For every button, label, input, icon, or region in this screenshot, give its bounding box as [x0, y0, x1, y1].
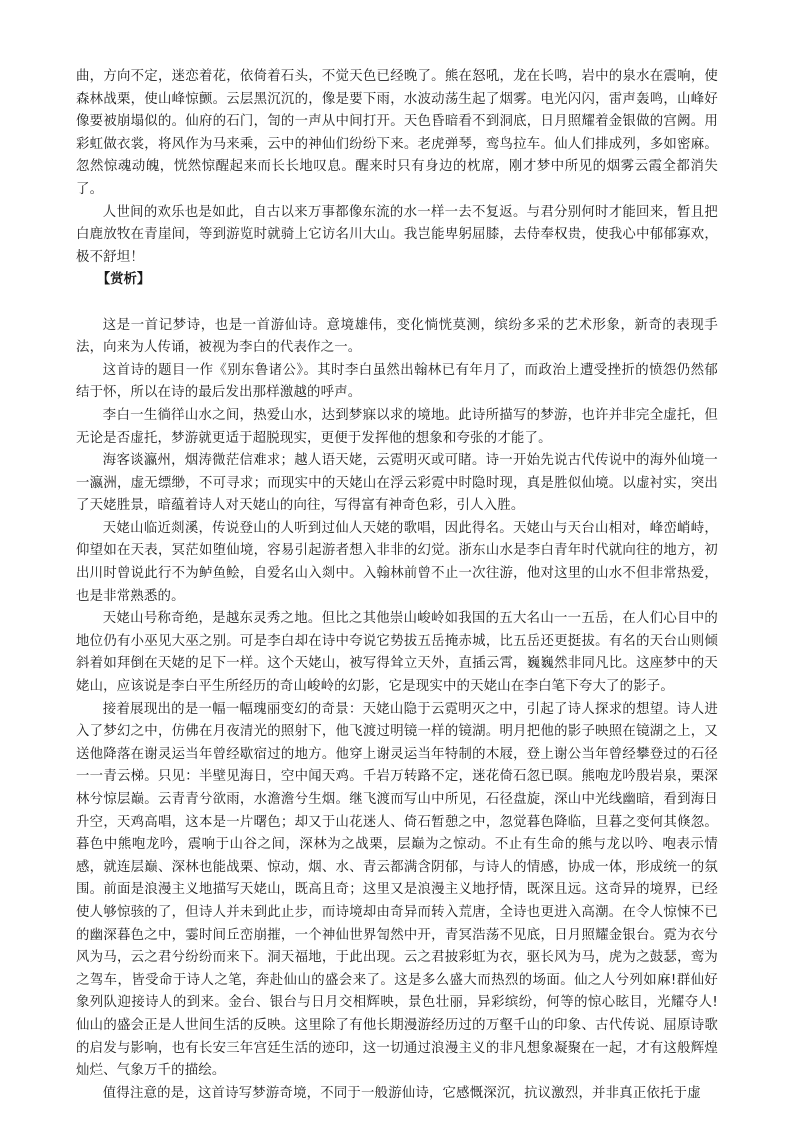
- text-paragraph: 海客谈瀛州，烟涛微茫信难求；越人语天姥，云霓明灭或可睹。诗一开始先说古代传说中的海外仙境一一瀛洲，虚无缥缈，不可寻求；而现实中的天姥山在浮云彩霓中时隐时现，真是胜似仙境。以虚衬实，突出了天姥胜景，暗蕴着诗人对天姥山的向往，写得富有神奇色彩，引人入胜。: [76, 453, 718, 514]
- text-paragraph: 天姥山号称奇绝，是越东灵秀之地。但比之其他崇山峻岭如我国的五大名山一一五岳，在人们心目中的地位仍有小巫见大巫之别。可是李白却在诗中夸说它势拔五岳掩赤城，比五岳还更挺拔。有名的天台山则倾斜着如拜倒在天姥的足下一样。这个天姥山，被写得耸立天外，直插云霄，巍巍然非同凡比。这座梦中的天姥山，应该说是李白平生所经历的奇山峻岭的幻影，它是现实中的天姥山在李白笔下夸大了的影子。: [76, 611, 718, 695]
- section-heading: 【赏析】: [96, 272, 151, 288]
- text-paragraph: 天姥山临近剡溪，传说登山的人听到过仙人天姥的歌唱，因此得名。天姥山与天台山相对，峰峦峭峙，仰望如在天表，冥茫如堕仙境，容易引起游者想入非非的幻觉。浙东山水是李白青年时代就向往的地方，初出川时曾说此行不为鲈鱼鲙，自爱名山入剡中。入翰林前曾不止一次往游，他对这里的山水不但非常热爱，也是非常熟悉的。: [76, 520, 718, 604]
- text-paragraph: 接着展现出的是一幅一幅瑰丽变幻的奇景：天姥山隐于云霓明灭之中，引起了诗人探求的想望。诗人进入了梦幻之中，仿佛在月夜清光的照射下，他飞渡过明镜一样的镜湖。明月把他的影子映照在镜湖之上，又送他降落在谢灵运当年曾经歇宿过的地方。他穿上谢灵运当年特制的木屐，登上谢公当年曾经攀登过的石径一一青云梯。只见：半壁见海日，空中闻天鸡。千岩万转路不定，迷花倚石忽已暝。熊咆龙吟殷岩泉，栗深林兮惊层巅。云青青兮欲雨，水澹澹兮生烟。继飞渡而写山中所见，石径盘旋，深山中光线幽暗，看到海日升空，天鸡高唱，这本是一片曙色；却又于山花迷人、倚石暂憩之中，忽觉暮色降临，旦暮之变何其倏忽。暮色中熊咆龙吟，震响于山谷之间，深林为之战栗，层巅为之惊动。不止有生命的熊与龙以吟、咆表示情感，就连层巅、深林也能战栗、惊动，烟、水、青云都满含阴郁，与诗人的情感，协成一体，形成统一的氛围。前面是浪漫主义地描写天姥山，既高且奇；这里又是浪漫主义地抒情，既深且远。这奇异的境界，已经使人够惊骇的了，但诗人并未到此止步，而诗境却由奇异而转入荒唐，全诗也更进入高潮。在令人惊悚不已的幽深暮色之中，霎时间丘峦崩摧，一个神仙世界訇然中开，青冥浩荡不见底，日月照耀金银台。霓为衣兮风为马，云之君兮纷纷而来下。洞天福地，于此出现。云之君披彩虹为衣，驱长风为马，虎为之鼓瑟，鸾为之驾车，皆受命于诗人之笔，奔赴仙山的盛会来了。这是多么盛大而热烈的场面。仙之人兮列如麻!群仙好象列队迎接诗人的到来。金台、银台与日月交相辉映，景色壮丽，异彩缤纷，何等的惊心眩目，光耀夺人!仙山的盛会正是人世间生活的反映。这里除了有他长期漫游经历过的万壑千山的印象、古代传说、屈原诗歌的启发与影响，也有长安三年宫廷生活的迹印，这一切通过浪漫主义的非凡想象凝聚在一起，才有这般辉煌灿烂、气象万千的描绘。: [76, 701, 718, 1079]
- text-paragraph: 曲，方向不定，迷恋着花，依倚着石头，不觉天色已经晚了。熊在怒吼，龙在长鸣，岩中的泉水在震响，使森林战栗，使山峰惊颤。云层黑沉沉的，像是要下雨，水波动荡生起了烟雾。电光闪闪，雷声轰鸣，山峰好像要被崩塌似的。仙府的石门，訇的一声从中间打开。天色昏暗看不到洞底，日月照耀着金银做的宫阙。用彩虹做衣裳，将风作为马来乘，云中的神仙们纷纷下来。老虎弹琴，鸾鸟拉车。仙人们排成列，多如密麻。忽然惊魂动魄，恍然惊醒起来而长长地叹息。醒来时只有身边的枕席，刚才梦中所见的烟雾云霞全都消失了。: [76, 69, 718, 197]
- text-paragraph: 这首诗的题目一作《别东鲁诸公》。其时李白虽然出翰林已有年月了，而政治上遭受挫折的愤怨仍然郁结于怀，所以在诗的最后发出那样激越的呼声。: [76, 362, 718, 401]
- text-paragraph: 这是一首记梦诗，也是一首游仙诗。意境雄伟，变化惝恍莫测，缤纷多采的艺术形象，新奇的表现手法，向来为人传诵，被视为李白的代表作之一。: [76, 317, 718, 356]
- text-paragraph: 值得注意的是，这首诗写梦游奇境，不同于一般游仙诗，它感慨深沉，抗议激烈，并非真正依托于虚: [102, 1085, 701, 1101]
- text-paragraph: 人世间的欢乐也是如此，自古以来万事都像东流的水一样一去不复返。与君分别何时才能回来，暂且把白鹿放牧在青崖间，等到游览时就骑上它访名川大山。我岂能卑躬屈膝，去侍奉权贵，使我心中郁郁寡欢，极不舒坦！: [76, 204, 718, 265]
- document-page: [76, 66, 718, 1105]
- text-paragraph: 李白一生徜徉山水之间，热爱山水，达到梦寐以求的境地。此诗所描写的梦游，也许并非完全虚托，但无论是否虚托，梦游就更适于超脱现实，更便于发挥他的想象和夸张的才能了。: [76, 407, 718, 446]
